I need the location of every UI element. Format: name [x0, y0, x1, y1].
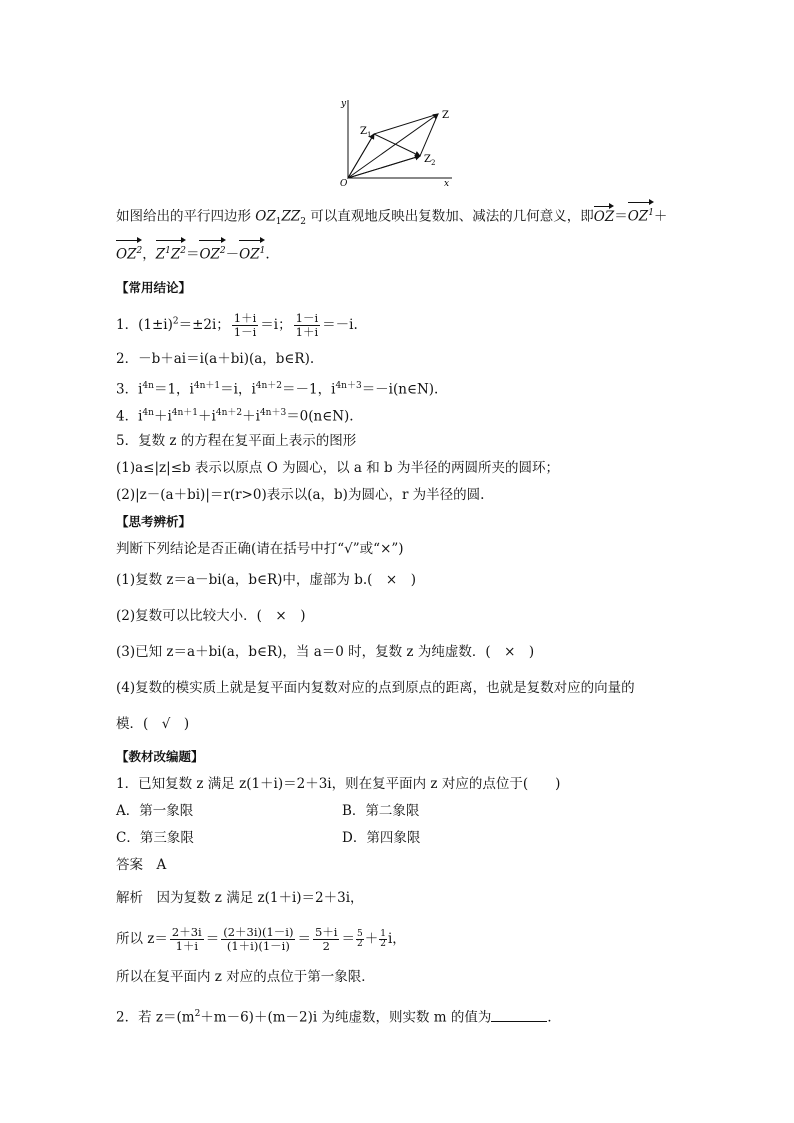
think-q3: (3)已知 z＝a＋bi(a，b∈R)，当 a＝0 时，复数 z 为纯虚数．( × ) — [116, 644, 535, 660]
intro-line-1 — [116, 204, 667, 231]
explain-line-3: 所以在复平面内 z 对应的点位于第一象限． — [116, 969, 375, 985]
think-intro: 判断下列结论是否正确(请在括号中打“√”或“×”) — [116, 541, 404, 557]
parallelogram-figure — [330, 92, 460, 188]
answer-blank[interactable] — [491, 1009, 547, 1022]
option-b: B．第二象限 — [342, 803, 420, 819]
vector-oz2: $OZ^2$ — [116, 242, 142, 264]
equals-2: ＝ — [185, 246, 200, 263]
heading-textbook: 【教材改编题】 — [116, 749, 204, 764]
intro-text-b: 可以直观地反映出复数加、减法的几何意义，即 — [305, 208, 594, 225]
vector-z1z2: $Z^1Z^2$ — [156, 242, 186, 264]
sub-2: 2 — [300, 217, 306, 228]
conclusion-5: 5．复数 z 的方程在复平面上表示的图形 — [116, 433, 357, 449]
conclusion-5-1: (1)a≤|z|≤b 表示以原点 O 为圆心，以 a 和 b 为半径的两圆所夹的圆环； — [116, 460, 559, 476]
conclusion-2: 2．－b＋ai＝i(a＋bi)(a，b∈R). — [116, 351, 315, 367]
option-d: D．第四象限 — [342, 830, 421, 846]
fraction-a: $\frac{2+3i}{1+i}$ — [171, 925, 202, 953]
sub-1: 1 — [275, 217, 282, 228]
z2-label: $Z_2$ — [424, 154, 436, 167]
z-label: Z — [442, 110, 449, 121]
option-a: A．第一象限 — [116, 803, 194, 819]
vector-oz1: $OZ^1$ — [628, 204, 654, 226]
fraction-c: $\frac{5+i}{2}$ — [314, 925, 338, 953]
diagonal-z1z2 — [374, 134, 420, 156]
vector-oz: OZ — [593, 208, 615, 225]
fraction-b: $\frac{(2+3i)(1-i)}{(1+i)(1-i)}$ — [223, 925, 294, 953]
minus: － — [225, 246, 240, 263]
origin-label: O — [340, 179, 348, 188]
period: . — [265, 246, 270, 263]
heading-conclusions: 【常用结论】 — [116, 280, 192, 295]
comma: ， — [142, 246, 156, 263]
heading-think: 【思考辨析】 — [116, 514, 192, 529]
option-c: C．第三象限 — [116, 830, 194, 846]
conclusion-4: 4．$i^{4n}+i^{4n+1}+i^{4n+2}+i^{4n+3}=0(n\in N)$. — [116, 408, 354, 425]
y-axis-label: y — [341, 99, 347, 109]
fraction-d: $\frac{5}{2}$ — [356, 929, 363, 949]
think-q2: (2)复数可以比较大小．( × ) — [116, 608, 306, 624]
shape-zz: ZZ — [281, 208, 301, 225]
think-q4-line1: (4)复数的模实质上就是复平面内复数对应的点到原点的距离，也就是复数对应的向量的 — [116, 680, 635, 696]
think-q1: (1)复数 z＝a－bi(a，b∈R)中，虚部为 b.( × ) — [116, 572, 416, 588]
think-q4-line2: 模．( √ ) — [116, 716, 190, 732]
shape-oz: OZ — [255, 208, 276, 225]
fraction-e: $\frac{1}{2}$ — [380, 929, 386, 949]
intro-line-2 — [116, 242, 270, 264]
z1-label: $Z_1$ — [360, 126, 372, 139]
equals: ＝ — [614, 208, 628, 225]
fraction-2: $\frac{1-i}{1+i}$ — [295, 311, 319, 339]
conclusion-3: 3．$i^{4n}=1$，$i^{4n+1}=i$，$i^{4n+2}=-1$，$i^{4n+3}=-i(n\in N)$. — [116, 381, 439, 398]
x-axis-label: x — [444, 179, 450, 188]
textbook-q2: 2．若 $z=(m^2+m-6)+(m-2)i$ 为纯虚数，则实数 m 的值为 ． — [116, 1009, 561, 1026]
textbook-q1: 1．已知复数 z 满足 z(1＋i)＝2＋3i，则在复平面内 z 对应的点位于( ) — [116, 776, 561, 792]
plus: ＋ — [653, 208, 668, 225]
conclusion-1: 1．$(1\pm i)^2=\pm 2i$； $\frac{1+i}{1-i}$ ＝i； $\frac{1-i}{1+i}$ ＝－i. — [116, 311, 358, 339]
intro-text: 如图给出的平行四边形 — [116, 208, 256, 225]
conclusion-5-2: (2)|z－(a＋bi)|＝r(r>0)表示以(a，b)为圆心，r 为半径的圆. — [116, 487, 485, 503]
explain-line-2: 所以 z＝ $\frac{2+3i}{1+i}$ ＝ $\frac{(2+3i)(1-i)}{(1+i)(1-i)}$ ＝ $\frac{5+i}{2}$ ＝ $\frac{5}{2}$ ＋ $\frac{1}{2}$ i， — [116, 925, 406, 953]
explain-line-1: 解析 因为复数 z 满足 z(1＋i)＝2＋3i， — [116, 890, 364, 906]
fraction-1: $\frac{1+i}{1-i}$ — [233, 311, 257, 339]
answer-line: 答案 A — [116, 857, 167, 873]
vector-oz1-b: $OZ^1$ — [239, 242, 265, 264]
vector-oz2-b: $OZ^2$ — [199, 242, 225, 264]
